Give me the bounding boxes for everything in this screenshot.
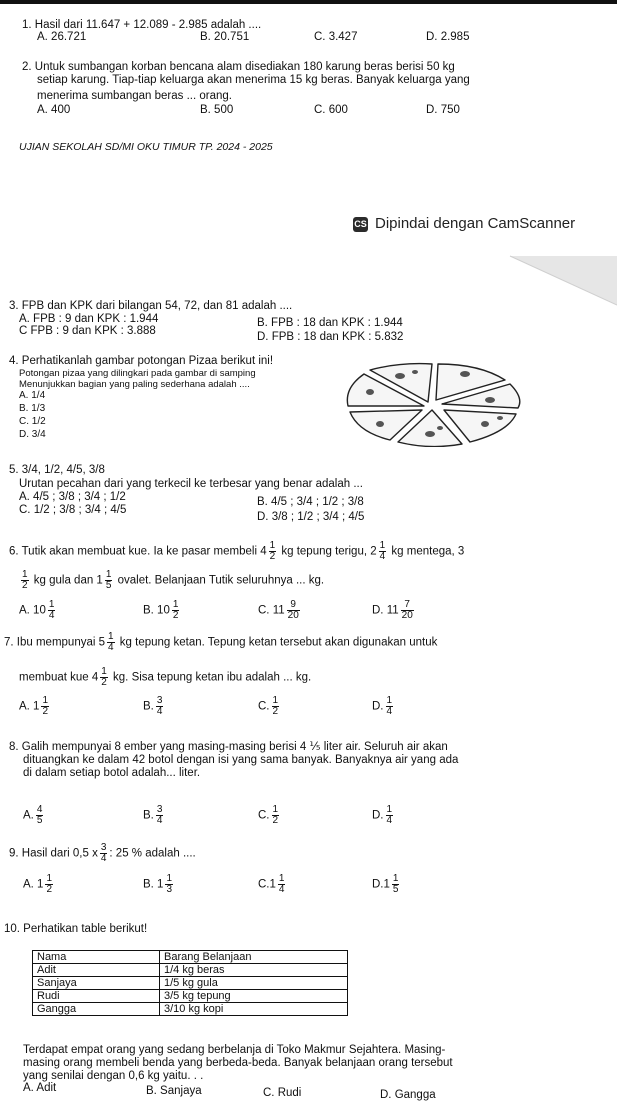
table-row: [33, 964, 348, 977]
q1-option-c: C. 3.427: [314, 31, 358, 43]
q10-line-2: masing orang membeli benda yang berbeda-beda. Banyak belanjaan orang tersebut: [23, 1057, 453, 1069]
q2-line-3: menerima sumbangan beras ... orang.: [37, 90, 232, 102]
q5-line-2: Urutan pecahan dari yang terkecil ke terbesar yang benar adalah ...: [19, 478, 363, 490]
table-cell: Sanjaya: [33, 977, 160, 990]
table-row: [33, 990, 348, 1003]
q7-line-1: 7. Ibu mempunyai 5 $\frac{1}{4}$ kg tepung ketan. Tepung ketan tersebut akan digunakan untuk: [4, 631, 438, 653]
q6-option-a: A. 10 $\frac{1}{4}$: [19, 599, 55, 621]
table-row: [33, 977, 348, 990]
q2-option-a: A. 400: [37, 104, 71, 116]
q8-option-d: D. $\frac{1}{4}$: [372, 804, 393, 826]
q4-text: 4. Perhatikanlah gambar potongan Pizaa berikut ini!: [9, 355, 274, 367]
q7-option-c: C. $\frac{1}{2}$: [258, 695, 279, 717]
fraction: $\frac{1}{5}$: [105, 569, 112, 591]
q1-option-d: D. 2.985: [426, 31, 470, 43]
table-cell: 1/5 kg gula: [160, 977, 348, 990]
pizza-slices-image: [340, 362, 525, 447]
q7-option-a: A. 1 $\frac{1}{2}$: [19, 695, 49, 717]
q10-text: 10. Perhatikan table berikut!: [4, 923, 148, 935]
fraction: $\frac{1}{2}$: [269, 540, 276, 562]
shopping-table: [32, 950, 348, 1016]
fraction: $\frac{1}{2}$: [101, 666, 107, 688]
q2-line-1: 2. Untuk sumbangan korban bencana alam disediakan 180 karung beras berisi 50 kg: [22, 61, 455, 73]
table-cell: 1/4 kg beras: [160, 964, 348, 977]
q10-line-1: Terdapat empat orang yang sedang berbelanja di Toko Makmur Sejahtera. Masing-: [23, 1044, 446, 1056]
q3-option-d: D. FPB : 18 dan KPK : 5.832: [257, 331, 404, 343]
q9-option-d: D.1 $\frac{1}{5}$: [372, 873, 399, 895]
q3-text: 3. FPB dan KPK dari bilangan 54, 72, dan 81 adalah ....: [9, 300, 293, 312]
q8-option-b: B. $\frac{3}{4}$: [143, 804, 163, 826]
table-cell: 3/10 kg kopi: [160, 1003, 348, 1016]
q5-text: 5. 3/4, 1/2, 4/5, 3/8: [9, 464, 105, 476]
q8-line-3: di dalam setiap botol adalah... liter.: [23, 767, 201, 779]
q9-option-a: A. 1 $\frac{1}{2}$: [23, 873, 53, 895]
table-cell: 3/5 kg tepung: [160, 990, 348, 1003]
q3-option-c: C FPB : 9 dan KPK : 3.888: [19, 325, 156, 337]
q1-option-a: A. 26.721: [37, 31, 87, 43]
fraction: $\frac{3}{4}$: [100, 842, 107, 864]
q3-option-b: B. FPB : 18 dan KPK : 1.944: [257, 317, 403, 329]
table-cell: Gangga: [33, 1003, 160, 1016]
table-header: Barang Belanjaan: [160, 951, 348, 964]
q7-option-d: D. $\frac{1}{4}$: [372, 695, 393, 717]
q5-option-a: A. 4/5 ; 3/8 ; 3/4 ; 1/2: [19, 491, 126, 503]
fraction: $\frac{1}{4}$: [108, 631, 114, 653]
q1-text: 1. Hasil dari 11.647 + 12.089 - 2.985 adalah ....: [22, 19, 262, 31]
q6-option-c: C. 11 $\frac{9}{20}$: [258, 599, 299, 621]
camscanner-label: Dipindai dengan CamScanner: [375, 215, 576, 232]
table-header: Nama: [33, 951, 160, 964]
q6-option-b: B. 10 $\frac{1}{2}$: [143, 599, 179, 621]
q9-option-c: C.1 $\frac{1}{4}$: [258, 873, 285, 895]
q4-option-a: A. 1/4: [19, 390, 46, 401]
q8-line-2: dituangkan ke dalam 42 botol dengan isi yang sama banyak. Banyaknya air yang ada: [23, 754, 459, 766]
q1-option-b: B. 20.751: [200, 31, 250, 43]
q10-option-b: B. Sanjaya: [146, 1085, 202, 1097]
q5-option-d: D. 3/8 ; 1/2 ; 3/4 ; 4/5: [257, 511, 365, 523]
top-border: [0, 0, 617, 4]
q10-line-3: yang senilai dengan 0,6 kg yaitu. . .: [23, 1070, 204, 1082]
q10-option-a: A. Adit: [23, 1082, 57, 1094]
q2-option-b: B. 500: [200, 104, 234, 116]
q3-option-a: A. FPB : 9 dan KPK : 1.944: [19, 313, 159, 325]
q4-option-d: D. 3/4: [19, 429, 46, 440]
q10-option-d: D. Gangga: [380, 1089, 436, 1101]
q4-line-3: Menunjukkan bagian yang paling sederhana adalah ....: [19, 379, 250, 390]
camscanner-logo: CS: [353, 217, 368, 232]
fraction: $\frac{1}{2}$: [22, 569, 28, 591]
fraction: $\frac{1}{4}$: [379, 540, 386, 562]
exam-title: UJIAN SEKOLAH SD/MI OKU TIMUR TP. 2024 - 2025: [19, 141, 273, 153]
q4-option-b: B. 1/3: [19, 403, 46, 414]
q4-line-2: Potongan pizaa yang dilingkari pada gambar di samping: [19, 368, 256, 379]
camscanner-watermark: [353, 215, 575, 232]
table-row: [33, 1003, 348, 1016]
q8-option-c: C. $\frac{1}{2}$: [258, 804, 279, 826]
q8-line-1: 8. Galih mempunyai 8 ember yang masing-masing berisi 4 ⅕ liter air. Seluruh air akan: [9, 741, 448, 753]
q2-option-c: C. 600: [314, 104, 348, 116]
q5-option-c: C. 1/2 ; 3/8 ; 3/4 ; 4/5: [19, 504, 127, 516]
q5-option-b: B. 4/5 ; 3/4 ; 1/2 ; 3/8: [257, 496, 364, 508]
q2-line-2: setiap karung. Tiap-tiap keluarga akan menerima 15 kg beras. Banyak keluarga yang: [37, 74, 470, 86]
q6-option-d: D. 11 $\frac{7}{20}$: [372, 599, 413, 621]
q4-option-c: C. 1/2: [19, 416, 46, 427]
page-fold-shadow: [480, 250, 617, 310]
q6-line-2: $\frac{1}{2}$ kg gula dan 1 $\frac{1}{5}$ ovalet. Belanjaan Tutik seluruhnya ... kg.: [22, 569, 325, 591]
table-header-row: [33, 951, 348, 964]
q7-option-b: B. $\frac{3}{4}$: [143, 695, 163, 717]
table-cell: Rudi: [33, 990, 160, 1003]
q9-option-b: B. 1 $\frac{1}{3}$: [143, 873, 173, 895]
q2-option-d: D. 750: [426, 104, 460, 116]
table-cell: Adit: [33, 964, 160, 977]
q7-line-2: membuat kue 4 $\frac{1}{2}$ kg. Sisa tepung ketan ibu adalah ... kg.: [19, 666, 312, 688]
q8-option-a: A. $\frac{4}{5}$: [23, 804, 43, 826]
q10-option-c: C. Rudi: [263, 1087, 302, 1099]
q6-line-1: 6. Tutik akan membuat kue. Ia ke pasar membeli 4 $\frac{1}{2}$ kg tepung terigu, 2 $\frac{1}{4}$ kg mentega, 3: [9, 540, 465, 562]
q9-text: 9. Hasil dari 0,5 x $\frac{3}{4}$ : 25 % adalah ....: [9, 842, 196, 864]
